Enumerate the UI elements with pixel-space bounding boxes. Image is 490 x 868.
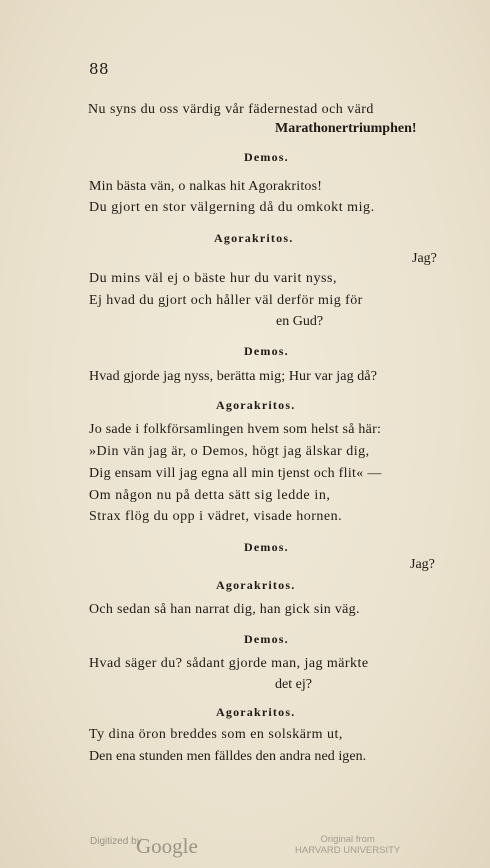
speaker-name: Demos. (244, 540, 289, 554)
verse-line: Jag? (412, 251, 437, 266)
verse-line: Min bästa vän, o nalkas hit Agorakritos! (89, 179, 323, 194)
speaker-name: Agorakritos. (216, 705, 296, 719)
verse-line: Dig ensam vill jag egna all min tjenst och flit« — (89, 466, 382, 481)
verse-line: Ej hvad du gjort och håller väl derför mig för (89, 293, 363, 308)
speaker-name: Agorakritos. (214, 231, 294, 245)
verse-line: Du mins väl ej o bäste hur du varit nyss, (89, 271, 338, 286)
page-number: 88 (89, 60, 110, 78)
verse-line: Nu syns du oss värdig vår fädernestad och värd (88, 102, 374, 117)
verse-line: en Gud? (276, 314, 324, 329)
verse-line: Jag? (410, 557, 435, 572)
verse-line: »Din vän jag är, o Demos, högt jag älskar dig, (89, 444, 370, 459)
verse-line: Ty dina öron breddes som en solskärm ut, (89, 727, 343, 742)
verse-line: Du gjort en stor välgerning då du omkokt mig. (89, 200, 375, 215)
verse-line: Marathonertriumphen! (275, 121, 417, 136)
library-name: HARVARD UNIVERSITY (295, 845, 401, 856)
speaker-name: Demos. (244, 150, 289, 164)
original-from-label (295, 834, 400, 856)
verse-line: Hvad gjorde jag nyss, berätta mig; Hur var jag då? (89, 369, 378, 384)
speaker-name: Demos. (244, 344, 289, 358)
verse-line: Den ena stunden men fälldes den andra ned igen. (89, 749, 367, 764)
verse-line: Och sedan så han narrat dig, han gick sin väg. (89, 602, 360, 617)
verse-line: Strax flög du opp i vädret, visade hornen. (89, 509, 343, 524)
google-logo: Google (136, 834, 198, 858)
digitized-by-label: Digitized by (90, 836, 142, 847)
verse-line: Hvad säger du? sådant gjorde man, jag märkte (89, 656, 369, 671)
original-from-text: Original from (320, 834, 375, 845)
verse-line: Om någon nu på detta sätt sig ledde in, (89, 488, 331, 503)
speaker-name: Demos. (244, 632, 289, 646)
speaker-name: Agorakritos. (216, 578, 296, 592)
speaker-name: Agorakritos. (216, 398, 296, 412)
verse-line: Jo sade i folkförsamlingen hvem som helst så här: (89, 422, 382, 437)
verse-line: det ej? (275, 677, 312, 692)
